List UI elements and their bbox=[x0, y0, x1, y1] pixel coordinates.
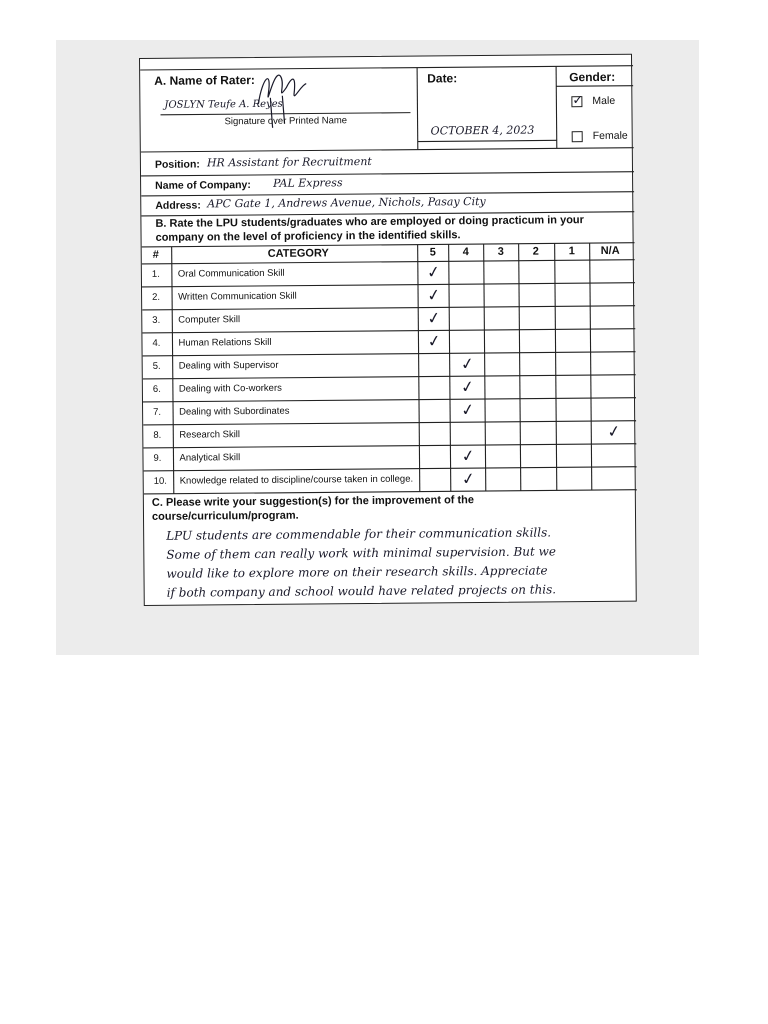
address-label: Address: bbox=[155, 199, 201, 212]
position-value: HR Assistant for Recruitment bbox=[206, 154, 372, 170]
header-1: 1 bbox=[568, 245, 575, 258]
suggestion-line-3: would like to explore more on their research skills. Appreciate bbox=[166, 563, 548, 581]
header-3: 3 bbox=[497, 245, 504, 258]
rating-checkmark-icon[interactable]: ✓ bbox=[460, 445, 477, 467]
rater-printed-name: JOSLYN Teufe A. Reyes bbox=[164, 98, 283, 111]
rating-checkmark-icon[interactable]: ✓ bbox=[425, 307, 443, 329]
address-value: APC Gate 1, Andrews Avenue, Nichols, Pasay City bbox=[207, 194, 486, 211]
row-number: 4. bbox=[152, 337, 161, 349]
header-category: CATEGORY bbox=[267, 247, 329, 260]
section-b-instruction-line1: B. Rate the LPU students/graduates who are employed or doing practicum in your bbox=[155, 214, 584, 230]
male-label: Male bbox=[592, 94, 616, 108]
rating-checkmark-icon[interactable]: ✓ bbox=[425, 284, 442, 306]
row-category: Dealing with Supervisor bbox=[178, 359, 279, 372]
row-number: 6. bbox=[152, 383, 161, 395]
row-number: 9. bbox=[153, 452, 162, 464]
male-checkbox[interactable] bbox=[571, 92, 584, 108]
row-number: 10. bbox=[153, 475, 167, 487]
row-number: 3. bbox=[152, 314, 161, 326]
rating-checkmark-icon[interactable]: ✓ bbox=[425, 261, 442, 283]
suggestion-line-1: LPU students are commendable for their communication skills. bbox=[166, 525, 552, 543]
row-category: Research Skill bbox=[179, 429, 241, 441]
row-category: Human Relations Skill bbox=[178, 336, 272, 349]
row-category: Computer Skill bbox=[178, 314, 241, 326]
rating-checkmark-icon[interactable]: ✓ bbox=[426, 330, 443, 352]
female-checkbox[interactable] bbox=[572, 131, 583, 142]
position-label: Position: bbox=[154, 158, 200, 171]
rating-checkmark-icon[interactable]: ✓ bbox=[459, 399, 476, 421]
gender-label: Gender: bbox=[569, 69, 616, 85]
rating-checkmark-icon[interactable]: ✓ bbox=[459, 376, 476, 398]
row-number: 1. bbox=[151, 268, 160, 280]
company-label: Name of Company: bbox=[155, 179, 251, 192]
rating-checkmark-icon[interactable]: ✓ bbox=[460, 468, 477, 490]
header-5: 5 bbox=[429, 246, 436, 259]
row-number: 2. bbox=[152, 291, 161, 303]
row-category: Dealing with Co-workers bbox=[178, 382, 282, 395]
section-b-instruction-line2: company on the level of proficiency in the identified skills. bbox=[155, 229, 461, 244]
rating-checkmark-icon[interactable]: ✓ bbox=[605, 420, 623, 442]
female-label: Female bbox=[592, 129, 628, 143]
row-category: Knowledge related to discipline/course taken in college. bbox=[179, 473, 414, 487]
suggestion-line-2: Some of them can really work with minimal supervision. But we bbox=[166, 544, 557, 562]
header-2: 2 bbox=[532, 245, 539, 258]
rater-name-label: A. Name of Rater: bbox=[154, 72, 255, 88]
header-na: N/A bbox=[600, 244, 620, 257]
checkmark-icon: ✓ bbox=[572, 92, 584, 108]
section-c-instruction-line2: course/curriculum/program. bbox=[151, 509, 299, 523]
suggestion-line-4: if both company and school would have related projects on this. bbox=[166, 582, 557, 600]
header-number: # bbox=[152, 248, 159, 261]
date-value: OCTOBER 4, 2023 bbox=[430, 123, 535, 138]
row-category: Analytical Skill bbox=[179, 452, 241, 464]
row-number: 7. bbox=[153, 406, 162, 418]
rating-checkmark-icon[interactable]: ✓ bbox=[459, 353, 476, 375]
form-grid-lines bbox=[140, 55, 638, 607]
company-value: PAL Express bbox=[273, 176, 343, 190]
row-category: Written Communication Skill bbox=[178, 290, 297, 303]
signature-caption: Signature over Printed Name bbox=[224, 115, 348, 128]
section-c-instruction-line1: C. Please write your suggestion(s) for the improvement of the bbox=[151, 494, 475, 509]
date-label: Date: bbox=[427, 71, 458, 86]
row-number: 8. bbox=[153, 429, 162, 441]
row-number: 5. bbox=[152, 360, 161, 372]
row-category: Dealing with Subordinates bbox=[179, 405, 290, 418]
row-category: Oral Communication Skill bbox=[177, 267, 285, 280]
header-4: 4 bbox=[462, 246, 469, 259]
rater-evaluation-form bbox=[139, 54, 637, 606]
